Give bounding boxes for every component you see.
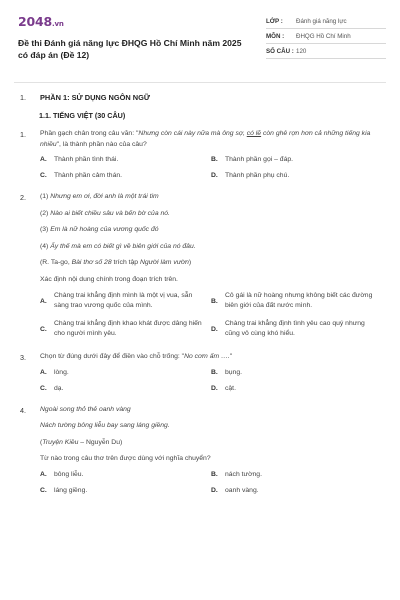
- text-fragment: ": [229, 353, 233, 360]
- line-number: (1): [40, 193, 51, 200]
- quote-fragment: No cơm ấm ….: [184, 353, 230, 360]
- meta-row-class: [266, 14, 386, 29]
- option-text: Thành phần tình thái.: [54, 156, 119, 163]
- question-body: [40, 192, 382, 343]
- answer-options: [40, 156, 382, 179]
- option-text: lòng.: [54, 368, 69, 376]
- question-body: [40, 129, 382, 183]
- meta-label: LỚP :: [266, 17, 283, 25]
- option-text: cật.: [225, 384, 236, 392]
- meta-table: [266, 14, 386, 72]
- option-letter: D.: [211, 325, 218, 333]
- quote-fragment: Nhưng còn cái này nữa mà ông sợ,: [138, 130, 247, 137]
- source-citation: [40, 438, 382, 449]
- poem-line: [40, 242, 382, 253]
- poem-line: [40, 192, 382, 203]
- option-letter: A.: [40, 297, 47, 305]
- meta-label: MÔN :: [266, 32, 285, 40]
- option-a[interactable]: [40, 471, 211, 478]
- text-fragment: (R. Ta-go,: [40, 259, 72, 266]
- text-fragment: – Nguyễn Du): [78, 438, 123, 446]
- option-text: oanh vàng.: [225, 486, 259, 494]
- option-text: Thành phần cảm thán.: [54, 172, 123, 179]
- meta-value: Đánh giá năng lực: [296, 17, 347, 25]
- poem-line: [40, 225, 382, 236]
- line-text: Ngoài song thỏ thẻ oanh vàng: [40, 405, 131, 413]
- option-d[interactable]: [211, 319, 382, 339]
- answer-options: [40, 471, 382, 494]
- line-text: Nhưng em ơi, đời anh là một trái tim: [50, 193, 159, 200]
- text-fragment: ): [188, 259, 192, 266]
- text-fragment: (: [40, 438, 43, 446]
- line-text: Nách tường bông liễu bay sang láng giềng.: [40, 422, 170, 429]
- question-1: [20, 129, 382, 183]
- option-text: láng giềng.: [54, 486, 88, 494]
- question-number: 2.: [20, 193, 26, 202]
- question-body: [40, 405, 382, 498]
- option-letter: A.: [40, 156, 47, 163]
- line-text: Em là nữ hoàng của vương quốc đó: [50, 226, 159, 233]
- text-fragment: trích tập: [111, 259, 140, 266]
- option-letter: D.: [211, 172, 218, 179]
- option-b[interactable]: [211, 291, 382, 311]
- option-letter: B.: [211, 297, 218, 305]
- line-text: Ấy thế mà em có biết gì về biên giới của nó đâu.: [50, 242, 196, 250]
- option-b[interactable]: [211, 156, 382, 163]
- collection-title: Người làm vườn: [139, 259, 189, 266]
- work-title: Bài thơ số 28: [71, 259, 112, 266]
- answer-options: [40, 369, 382, 392]
- meta-value: ĐHQG Hồ Chí Minh: [296, 32, 351, 40]
- option-letter: C.: [40, 172, 47, 179]
- option-text: bụng.: [225, 368, 243, 376]
- option-text: Cô gái là nữ hoàng nhưng không biết các đường biên giới của đất nước mình.: [225, 292, 373, 309]
- option-a[interactable]: [40, 156, 211, 163]
- option-text: Chàng trai khẳng định tình yêu cao quý nhưng cũng vô cùng khó hiểu.: [225, 320, 365, 337]
- option-c[interactable]: [40, 319, 211, 339]
- work-title: Truyện Kiều: [42, 438, 79, 446]
- line-number: (4): [40, 242, 51, 250]
- option-letter: D.: [211, 486, 218, 494]
- poem-line: [40, 421, 382, 432]
- option-d[interactable]: [211, 487, 382, 494]
- option-d[interactable]: [211, 172, 382, 179]
- question-text: [40, 129, 382, 150]
- option-text: Chàng trai khẳng định khao khát được dâng hiến cho người mình yêu.: [54, 320, 202, 337]
- option-text: Thành phần gọi – đáp.: [225, 156, 294, 163]
- question-text: [40, 352, 382, 363]
- option-letter: B.: [211, 368, 218, 376]
- option-c[interactable]: [40, 487, 211, 494]
- option-text: Thành phần phụ chú.: [225, 172, 290, 179]
- question-number: 3.: [20, 353, 26, 362]
- page-header: [0, 0, 400, 72]
- underlined-fragment: có lẽ: [246, 130, 262, 137]
- text-fragment: ", là thành phần nào của câu?: [56, 140, 147, 148]
- option-b[interactable]: [211, 471, 382, 478]
- part-heading: [20, 93, 382, 102]
- option-text: nách tường.: [225, 470, 262, 478]
- option-d[interactable]: [211, 385, 382, 392]
- meta-row-subject: [266, 29, 386, 44]
- exam-content: [0, 93, 400, 498]
- part-title: PHẦN 1: SỬ DỤNG NGÔN NGỮ: [40, 93, 150, 102]
- logo-tld: .vn: [52, 20, 64, 28]
- option-a[interactable]: [40, 291, 211, 311]
- option-letter: B.: [211, 470, 218, 478]
- source-citation: [40, 258, 382, 269]
- part-number: 1.: [20, 93, 26, 102]
- header-divider: [14, 82, 386, 83]
- line-text: Nào ai biết chiều sâu và bến bờ của nó.: [50, 209, 170, 217]
- question-prompt: Xác định nội dung chính trong đoạn trích trên.: [40, 275, 178, 283]
- poem-line: [40, 405, 382, 416]
- option-text: bông liễu.: [54, 470, 84, 478]
- header-left: [18, 14, 250, 72]
- section-heading: 1.1. TIẾNG VIỆT (30 CÂU): [39, 111, 126, 120]
- logo-text: 2048: [18, 14, 52, 29]
- option-letter: D.: [211, 384, 218, 392]
- answer-options: [40, 291, 382, 339]
- site-logo[interactable]: [18, 14, 250, 29]
- question-3: [20, 352, 382, 396]
- question-2: [20, 192, 382, 343]
- meta-row-count: [266, 44, 386, 59]
- option-letter: C.: [40, 486, 47, 494]
- option-text: dạ.: [54, 384, 64, 392]
- option-letter: A.: [40, 368, 47, 376]
- option-letter: C.: [40, 325, 47, 333]
- option-letter: A.: [40, 470, 47, 478]
- question-body: [40, 352, 382, 396]
- line-number: (2): [40, 209, 51, 217]
- quote-fragment: còn ghê rợn hơn cả những tiếng kia nhiều: [40, 130, 371, 148]
- option-text: Chàng trai khẳng định mình là một vị vua, sẵn sàng trao vương quốc của mình.: [54, 292, 193, 309]
- poem-line: [40, 209, 382, 220]
- text-fragment: Phần gạch chân trong câu văn: ": [40, 130, 139, 137]
- option-b[interactable]: [211, 369, 382, 376]
- option-letter: C.: [40, 384, 47, 392]
- question-4: [20, 405, 382, 498]
- question-number: 1.: [20, 130, 26, 139]
- line-number: (3): [40, 226, 51, 233]
- meta-value: 120: [296, 47, 307, 55]
- option-c[interactable]: [40, 385, 211, 392]
- option-a[interactable]: [40, 369, 211, 376]
- meta-label: SỐ CÂU :: [266, 47, 294, 55]
- option-c[interactable]: [40, 172, 211, 179]
- option-letter: B.: [211, 156, 218, 163]
- text-fragment: Chọn từ đúng dưới đây để điền vào chỗ trống: ": [40, 353, 185, 360]
- question-number: 4.: [20, 405, 26, 415]
- question-prompt: Từ nào trong câu thơ trên được dùng với nghĩa chuyển?: [40, 455, 211, 462]
- document-title: Đề thi Đánh giá năng lực ĐHQG Hồ Chí Minh năm 2025 có đáp án (Đề 12): [18, 38, 242, 60]
